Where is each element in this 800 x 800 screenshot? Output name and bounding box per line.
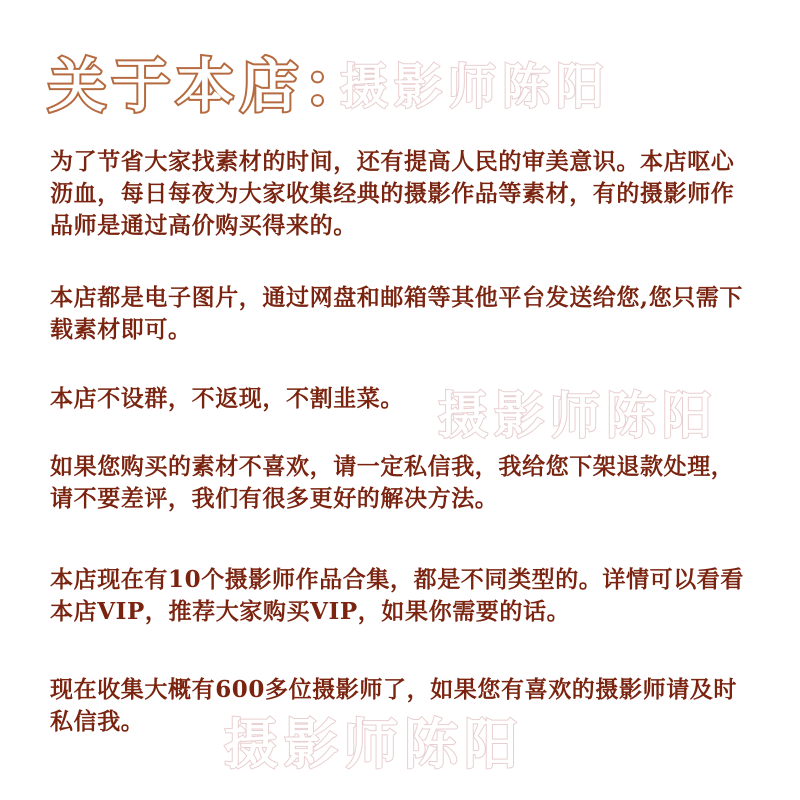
paragraph-vip: 本店现在有10个摄影师作品合集，都是不同类型的。详情可以看看本店VIP，推荐大家购买VIP，如果你需要的话。 [50,566,745,625]
paragraph-policy: 本店不设群，不返现，不割韭菜。 [50,385,404,412]
watermark-bottom: 摄影师陈阳 [224,713,524,776]
paragraph-intro: 为了节省大家找素材的时间，还有提高人民的审美意识。本店呕心沥血，每日每夜为大家收集经典的摄影作品等素材，有的摄影师作品师是通过高价购买得来的。 [50,148,735,239]
watermark-title: 摄影师陈阳 [340,59,611,115]
page-title: 关于本店： [48,52,369,120]
watermark-middle: 摄影师陈阳 [438,387,718,445]
paragraph-refund: 如果您购买的素材不喜欢，请一定私信我，我给您下架退款处理，请不要差评，我们有很多更好的解决方法。 [50,453,735,512]
paragraph-collection: 现在收集大概有600多位摄影师了，如果您有喜欢的摄影师请及时私信我。 [50,676,738,735]
paragraph-delivery: 本店都是电子图片，通过网盘和邮箱等其他平台发送给您,您只需下载素材即可。 [50,284,744,343]
